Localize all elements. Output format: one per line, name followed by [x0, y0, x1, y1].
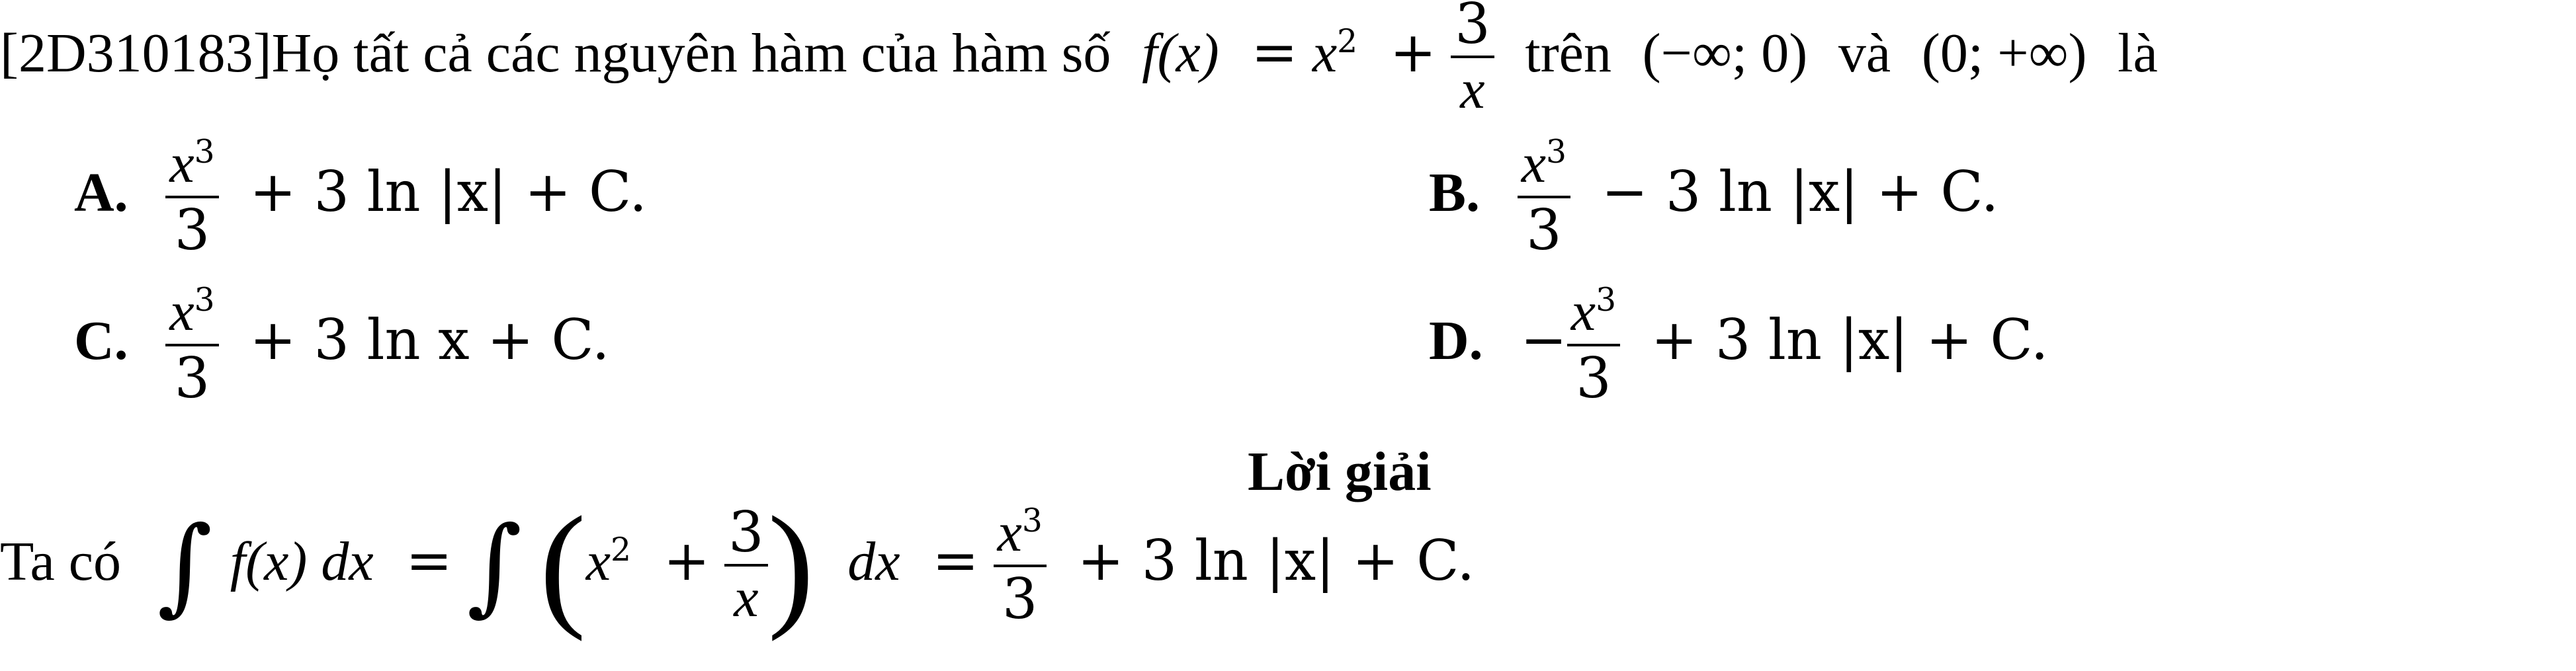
equals-sign: = — [932, 528, 979, 593]
fraction-3-over-x — [724, 500, 767, 629]
result-num-base: x — [997, 502, 1022, 563]
option-den: 3 — [174, 198, 210, 262]
result-fraction — [994, 502, 1047, 631]
option-num-base: x — [169, 133, 194, 194]
option-sign: − — [1520, 307, 1567, 372]
dx: dx — [847, 531, 900, 592]
option-fraction — [165, 133, 218, 262]
solution-prefix: Ta có — [0, 531, 122, 592]
option-num-base: x — [1521, 133, 1547, 194]
interval-positive: (0; +∞) — [1921, 22, 2087, 84]
fraction-numerator: 3 — [728, 500, 764, 565]
option-rest: − 3 ln |x| + C. — [1601, 159, 1999, 224]
plus-sign: + — [1389, 20, 1437, 85]
option-num-base: x — [169, 281, 194, 342]
result-rest: + 3 ln |x| + C. — [1077, 528, 1475, 593]
left-paren: ( — [539, 489, 586, 642]
option-num-base: x — [1570, 281, 1596, 342]
term-x: x — [1312, 22, 1338, 84]
fraction-denominator: x — [1460, 59, 1485, 120]
fraction-3-over-x — [1451, 0, 1494, 118]
right-paren: ) — [767, 489, 814, 642]
option-num-exp: 3 — [1546, 134, 1567, 171]
option-rest: + 3 ln |x| + C. — [1651, 307, 2049, 372]
question-formula — [1142, 0, 1512, 120]
question-id: [2D310183] — [0, 22, 272, 84]
question-text: Họ tất cả các nguyên hàm của hàm số — [271, 22, 1111, 84]
option-a[interactable] — [74, 133, 648, 262]
option-d[interactable] — [1429, 281, 2049, 411]
option-den: 3 — [174, 346, 210, 411]
option-label: D. — [1429, 310, 1483, 372]
solution-heading: Lời giải — [1248, 441, 1432, 502]
equals-sign: = — [1251, 20, 1298, 85]
result-num-exp: 3 — [1021, 502, 1043, 539]
option-b[interactable] — [1429, 133, 1999, 262]
option-num-exp: 3 — [194, 134, 215, 171]
option-num-exp: 3 — [194, 282, 215, 319]
question-line — [0, 0, 2158, 118]
option-fraction — [1518, 133, 1570, 262]
solution-line — [0, 489, 1475, 642]
plus-sign: + — [663, 528, 710, 593]
option-label: C. — [74, 310, 128, 372]
exponent: 2 — [611, 532, 632, 569]
option-rest: + 3 ln |x| + C. — [249, 159, 648, 224]
function-lhs: f(x) — [1142, 22, 1219, 84]
equals-sign: = — [406, 528, 452, 593]
option-c[interactable] — [74, 281, 610, 411]
word-and: và — [1838, 22, 1891, 84]
option-fraction — [165, 281, 218, 411]
option-rest: + 3 ln x + C. — [249, 307, 610, 372]
option-num-exp: 3 — [1596, 282, 1617, 319]
integral-sign: ∫ — [466, 503, 523, 627]
result-den: 3 — [1002, 567, 1038, 631]
option-den: 3 — [1576, 346, 1611, 411]
fraction-numerator: 3 — [1455, 0, 1490, 56]
option-fraction — [1567, 281, 1620, 411]
option-den: 3 — [1526, 198, 1562, 262]
integral-sign: ∫ — [157, 503, 213, 627]
word-is: là — [2118, 22, 2158, 84]
term-x: x — [585, 531, 611, 592]
exponent: 2 — [1337, 23, 1358, 60]
fraction-denominator: x — [734, 567, 759, 629]
option-label: B. — [1429, 162, 1481, 223]
integrand: f(x) dx — [230, 531, 374, 592]
word-on: trên — [1525, 22, 1611, 84]
interval-negative: (−∞; 0) — [1642, 22, 1808, 84]
option-label: A. — [74, 162, 128, 223]
